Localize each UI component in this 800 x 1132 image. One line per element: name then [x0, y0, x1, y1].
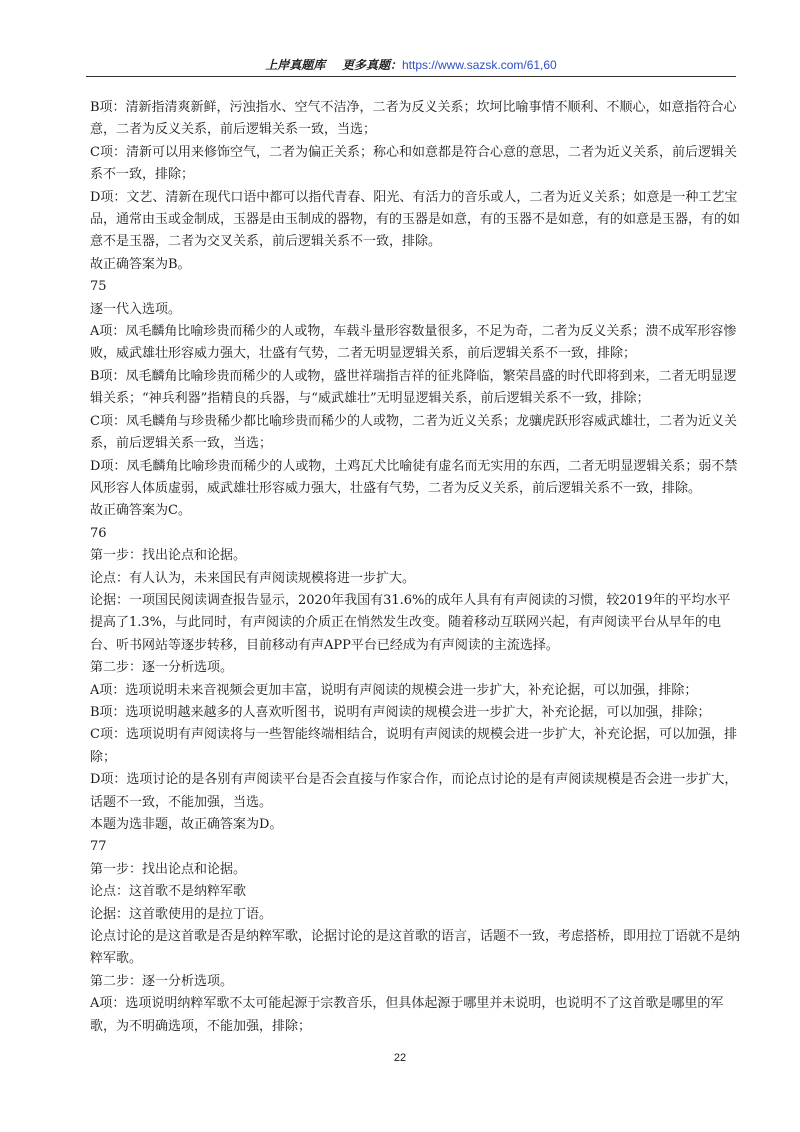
header-url-link[interactable]: https://www.sazsk.com/61,60	[402, 58, 557, 72]
paragraph: 第一步：找出论点和论据。	[90, 861, 247, 877]
paragraph: C项：凤毛麟角与珍贵稀少都比喻珍贵而稀少的人或物，二者为近义关系；龙骧虎跃形容威武雄壮，二者为近义关系，前后逻辑关系一致，当选；	[90, 413, 737, 452]
header-title: 上岸真题库	[265, 58, 326, 72]
page-number: 22	[393, 1052, 407, 1064]
paragraph: A项：选项说明未来音视频会更加丰富，说明有声阅读的规模会进一步扩大，补充论据，可以加强，排除；	[90, 682, 698, 698]
paragraph: D项：选项讨论的是各别有声阅读平台是否会直接与作家合作，而论点讨论的是有声阅读规模是否会进一步扩大，话题不一致，不能加强，当选。	[90, 772, 738, 810]
paragraph: B项：选项说明越来越多的人喜欢听图书，说明有声阅读的规模会进一步扩大，补充论据，可以加强，排除；	[90, 704, 711, 720]
paragraph: 论点讨论的是这首歌是否是纳粹军歌，论据讨论的是这首歌的语言，话题不一致，考虑搭桥，即用拉丁语就不是纳粹军歌。	[90, 929, 741, 967]
paragraph: A项：选项说明纳粹军歌不太可能起源于宗教音乐，但具体起源于哪里并未说明，也说明不了这首歌是哪里的军歌，为不明确选项，不能加强，排除；	[90, 996, 724, 1034]
paragraph: 第一步：找出论点和论据。	[90, 548, 247, 564]
paragraph: 论点：有人认为，未来国民有声阅读规模将进一步扩大。	[90, 570, 416, 586]
paragraph: C项：选项说明有声阅读将与一些智能终端相结合，说明有声阅读的规模会进一步扩大，补充论据，可以加强，排除；	[90, 727, 737, 765]
page-header	[86, 54, 736, 77]
page-body	[90, 97, 740, 1038]
paragraph: 故正确答案为C。	[90, 503, 191, 519]
paragraph: 第二步：逐一分析选项。	[90, 660, 234, 676]
question-number: 75	[90, 279, 107, 295]
paragraph: C项：清新可以用来修饰空气，二者为偏正关系；称心和如意都是符合心意的意思，二者为近义关系，前后逻辑关系不一致，排除；	[90, 144, 737, 183]
question-number: 76	[90, 525, 107, 541]
paragraph: B项：凤毛麟角比喻珍贵而稀少的人或物，盛世祥瑞指吉祥的征兆降临，繁荣昌盛的时代即将到来，二者无明显逻辑关系；“神兵利器”指精良的兵器，与“威武雄壮”无明显逻辑关系，前后逻辑关系不一致，排除；	[90, 368, 737, 407]
question-number: 77	[90, 839, 107, 855]
paragraph: 论据：这首歌使用的是拉丁语。	[90, 906, 273, 922]
paragraph: 本题为选非题，故正确答案为D。	[90, 817, 283, 832]
paragraph: 论点：这首歌不是纳粹军歌	[90, 884, 247, 900]
paragraph: B项：清新指清爽新鲜，污浊指水、空气不洁净，二者为反义关系；坎坷比喻事情不顺利、不顺心，如意指符合心意，二者为反义关系，前后逻辑关系一致，当选；	[90, 100, 737, 138]
paragraph: 逐一代入选项。	[90, 301, 182, 317]
paragraph: 故正确答案为B。	[90, 256, 191, 272]
header-more-label: 更多真题：	[341, 58, 402, 72]
paragraph: 第二步：逐一分析选项。	[90, 973, 234, 989]
paragraph: A项：凤毛麟角比喻珍贵而稀少的人或物，车载斗量形容数量很多，不足为奇，二者为反义关系；溃不成军形容惨败，威武雄壮形容威力强大，壮盛有气势，二者无明显逻辑关系，前后逻辑关系不一致，排除；	[90, 324, 737, 362]
paragraph: D项：凤毛麟角比喻珍贵而稀少的人或物，土鸡瓦犬比喻徒有虚名而无实用的东西，二者无明显逻辑关系；弱不禁风形容人体质虚弱，威武雄壮形容威力强大，壮盛有气势，二者为反义关系，前后逻辑关系不一致，排除。	[90, 458, 738, 496]
paragraph: D项：文艺、清新在现代口语中都可以指代青春、阳光、有活力的音乐或人，二者为近义关系；如意是一种工艺宝品，通常由玉或金制成，玉器是由玉制成的器物，有的玉器是如意，有的玉器不是如意，有的如意是玉器，有的如意不是玉器，二者为交叉关系，前后逻辑关系不一致，排除。	[90, 189, 741, 250]
paragraph: 论据：一项国民阅读调查报告显示，2020年我国有31.6%的成年人具有有声阅读的习惯，较2019年的平均水平提高了1.3%，与此同时，有声阅读的介质正在悄然发生改变。随着移动互联网兴起，有声阅读平台从早年的电台、听书网站等逐步转移，目前移动有声APP平台已经成为有声阅读的主流选择。	[90, 592, 731, 653]
